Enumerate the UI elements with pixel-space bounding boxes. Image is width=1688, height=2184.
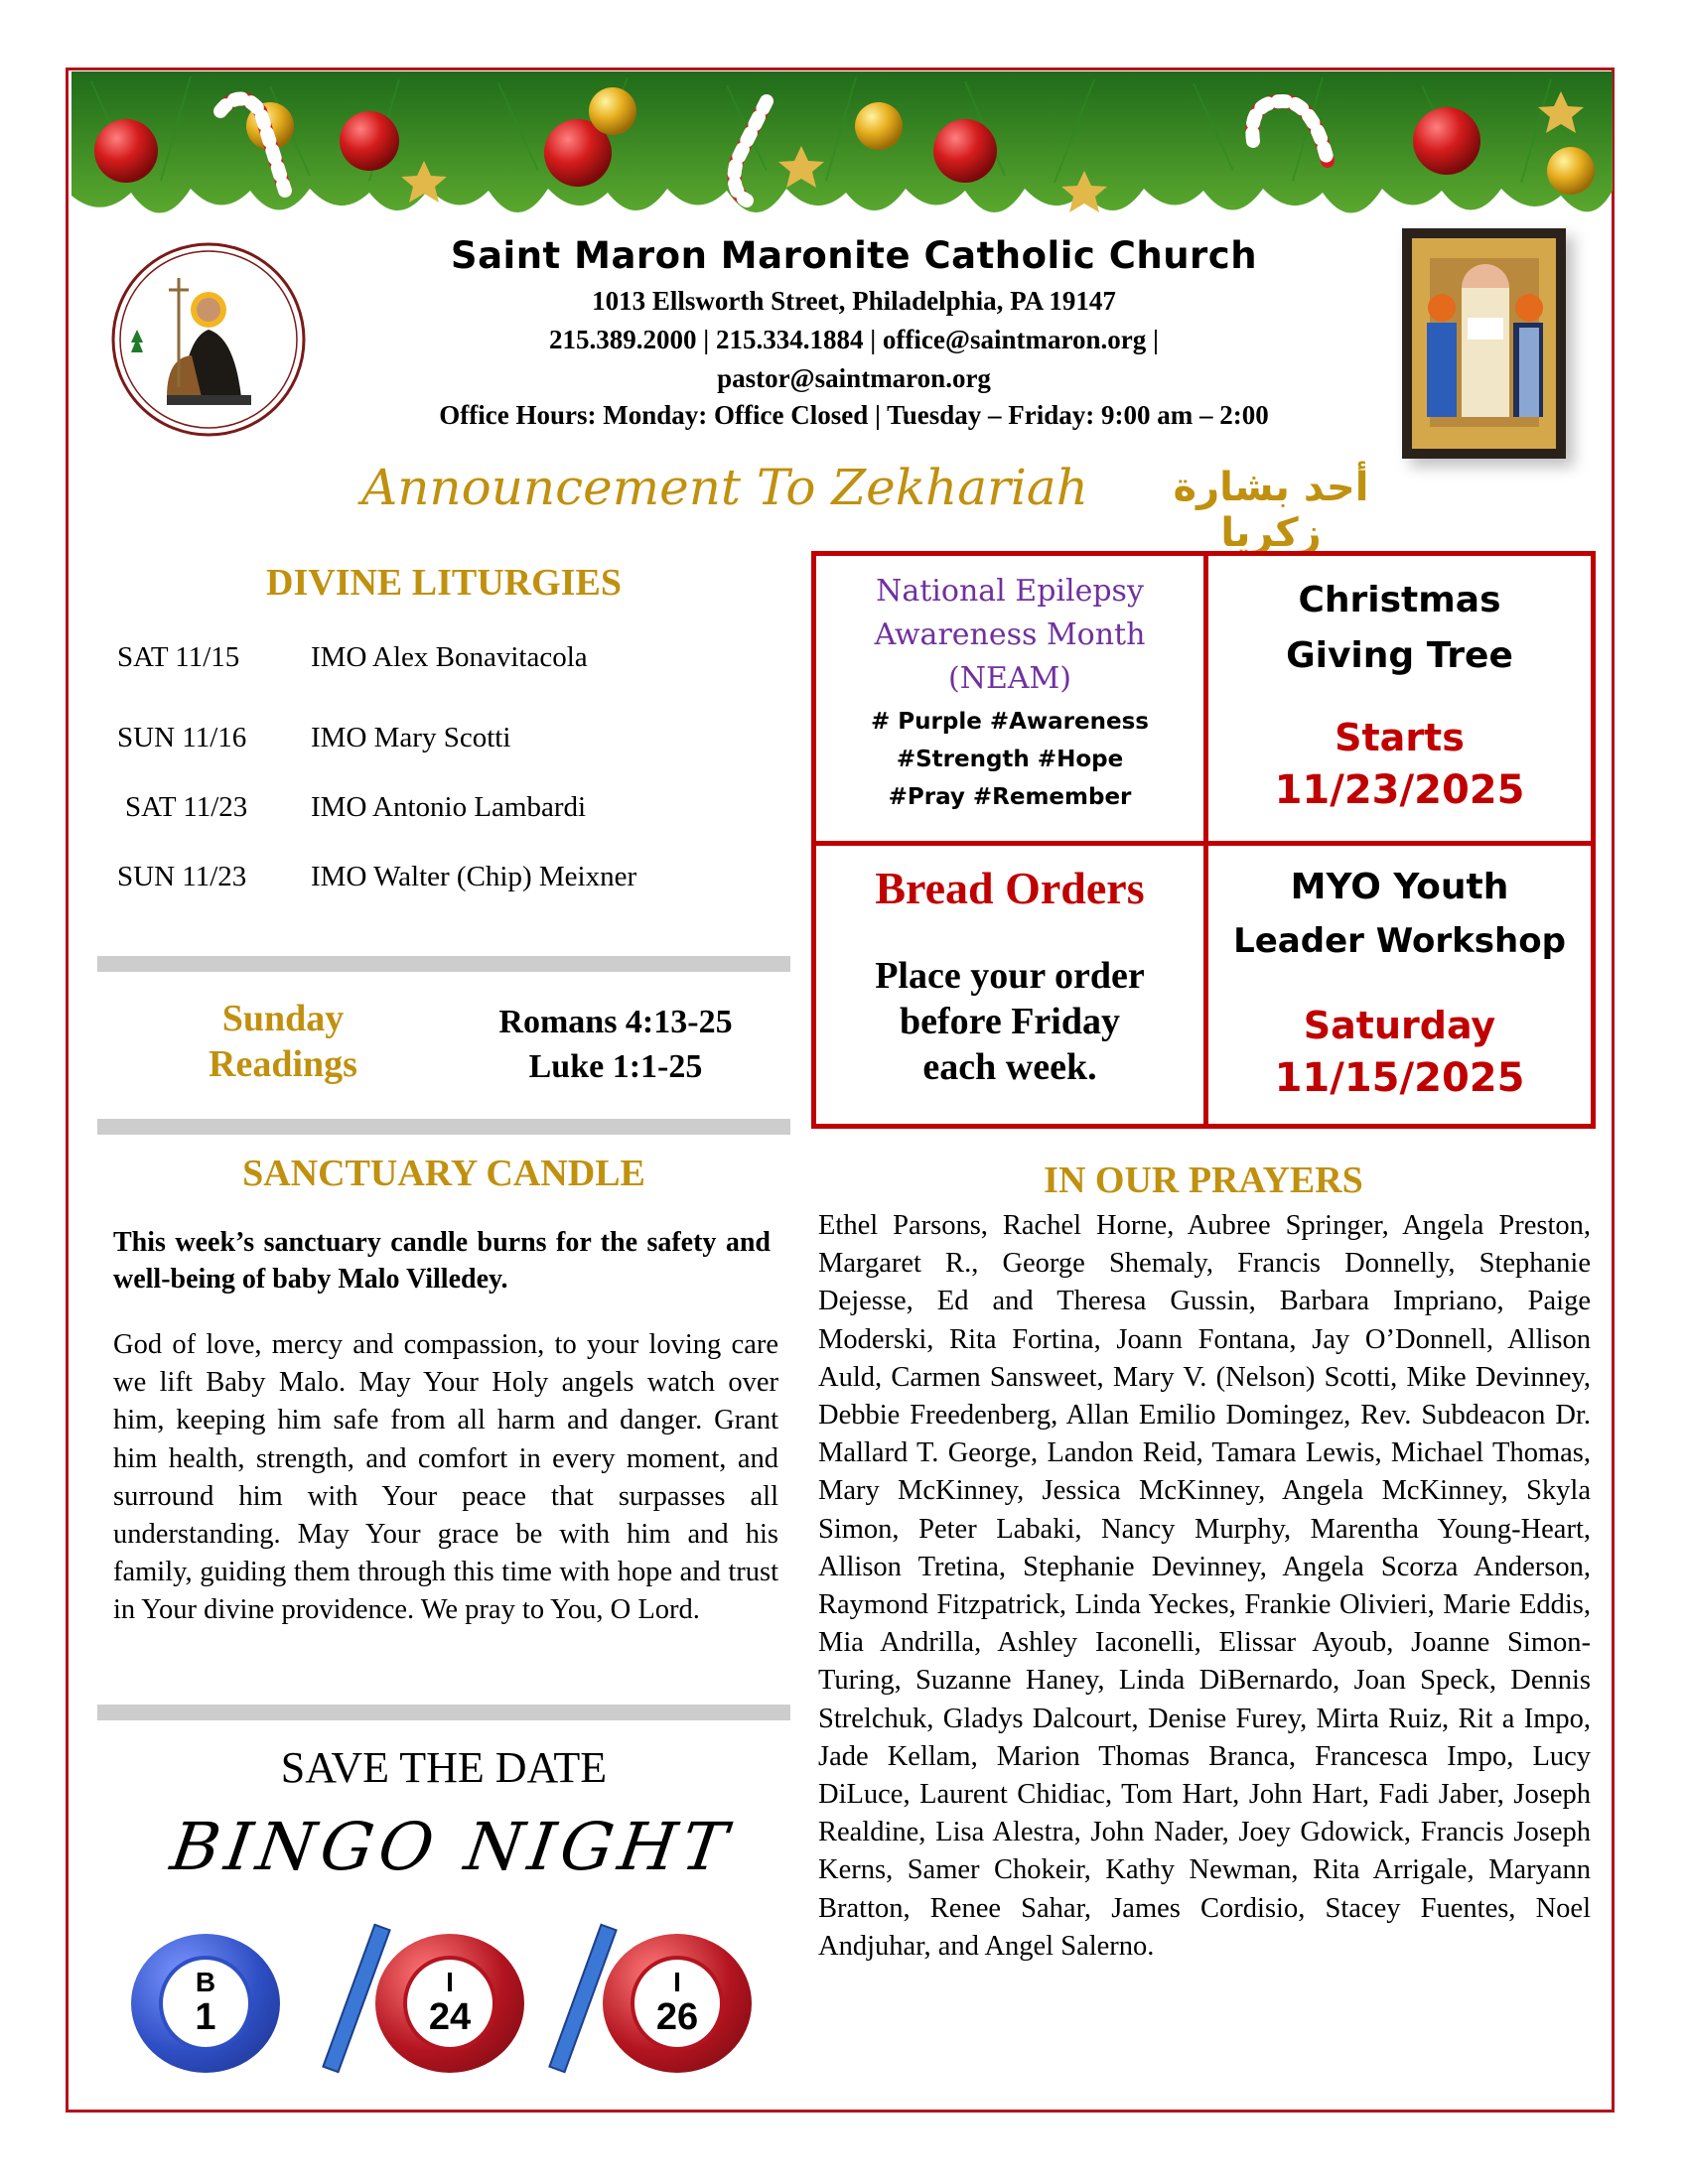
liturgy-intention: IMO Antonio Lambardi (311, 791, 587, 823)
bingo-night-title: BINGO NIGHT (166, 1809, 738, 1885)
bingo-balls (119, 1926, 794, 2075)
bingo-ball-i24 (375, 1934, 524, 2073)
sunday-readings-label-line2: Readings (209, 1043, 357, 1085)
giving-tree-title-1: Christmas (1298, 580, 1501, 620)
feast-title-english: Announcement To Zekhariah (361, 459, 1088, 516)
zechariah-icon (1402, 228, 1566, 459)
bread-orders-box (816, 846, 1203, 1124)
annunciation-icon-image (1402, 228, 1566, 459)
section-divider (97, 1705, 790, 1720)
ball-letter: I (446, 1967, 454, 1997)
reading-gospel: Luke 1:1-25 (528, 1048, 703, 1085)
reading-epistle: Romans 4:13-25 (498, 1004, 733, 1040)
ball-number: 24 (428, 1996, 472, 2038)
church-address: 1013 Ellsworth Street, Philadelphia, PA 19147 (592, 286, 1116, 316)
liturgy-row (117, 641, 588, 674)
liturgy-row (125, 791, 586, 824)
bread-orders-line-1: Place your order (875, 955, 1145, 997)
section-divider (97, 1119, 790, 1135)
office-hours: Office Hours: Monday: Office Closed | Tuesday – Friday: 9:00 am – 2:00 (439, 400, 1269, 430)
bingo-ball-b1 (131, 1934, 280, 2073)
giving-tree-box (1208, 556, 1591, 841)
church-logo (107, 238, 311, 442)
youth-workshop-title-2: Leader Workshop (1233, 921, 1566, 961)
pastor-email[interactable]: pastor@saintmaron.org (717, 363, 991, 393)
section-divider (97, 956, 790, 972)
ball-letter: B (195, 1967, 216, 1997)
youth-workshop-day: Saturday (1303, 1004, 1496, 1047)
garland-image (71, 71, 1613, 235)
ball-number: 26 (655, 1996, 699, 2038)
giving-tree-starts: Starts (1335, 716, 1465, 759)
candle-prayer: God of love, mercy and compassion, to your loving care we lift Baby Malo. May Your Holy angels watch over him, keeping him safe from all harm and danger. Grant him health, strength, and comfort in every moment, and surround him with Your peace that surpasses all understanding. May Your grace be with him and his family, guiding them through this time with hope and trust in Your divine providence. We pray to You, O Lord. (113, 1329, 778, 1626)
epilepsy-tags-1: # Purple #Awareness (871, 709, 1149, 735)
contact-line[interactable]: 215.389.2000 | 215.334.1884 | office@saintmaron.org | (549, 325, 1159, 354)
giving-tree-title-2: Giving Tree (1286, 635, 1513, 676)
save-the-date-heading: SAVE THE DATE (280, 1743, 608, 1792)
bingo-ball-i26 (603, 1934, 752, 2073)
prayer-names-list: Ethel Parsons, Rachel Horne, Aubree Springer, Angela Preston, Margaret R., George Shemaly, Francis Donnelly, Stephanie Dejesse, Ed and Theresa Gussin, Barbara Impriano, Paige Moderski, Rita Fortina, Joann Fontana, Jay O’Donnell, Allison Auld, Carmen Sansweet, Mary V. (Nelson) Scotti, Mike Devinney, Debbie Freedenberg, Allan Emilio Domingez, Rev. Subdeacon Dr. Mallard T. George, Landon Reid, Tamara Lewis, Michael Thomas, Mary McKinney, Jessica McKinney, Angela McKinney, Skyla Simon, Peter Labaki, Nancy Murphy, Marentha Young-Heart, Allison Tretina, Stephanie Devinney, Angela Scorza Anderson, Raymond Fitzpatrick, Linda Yeckes, Frankie Olivieri, Marie Eddis, Mia Andrilla, Ashley Iaconelli, Elissar Ayoub, Joanne Simon-Turing, Suzanne Haney, Linda DiBernardo, Joan Speck, Dennis Strelchuk, Gladys Dalcourt, Denise Furey, Mirta Ruiz, Rit a Impo, Jade Kellam, Marion Thomas Branca, Francesca Impo, Lucy DiLuce, Laurent Chidiac, Tom Hart, John Hart, Fadi Jaber, Joseph Realdine, Lisa Alestra, John Nader, Joey Gdowick, Francis Joseph Kerns, Samer Chokeir, Kathy Newman, Rita Arrigale, Maryann Bratton, Renee Sahar, James Cordisio, Stacey Fuentes, Noel Andjuhar, and Angel Salerno. (818, 1210, 1591, 1962)
epilepsy-awareness-box (816, 556, 1203, 841)
saint-maron-seal (107, 238, 311, 442)
christmas-garland-banner (71, 71, 1613, 235)
candle-dedication: This week’s sanctuary candle burns for the safety and well-being of baby Malo Villedey. (113, 1227, 771, 1295)
bread-orders-line-2: before Friday (900, 1001, 1120, 1042)
epilepsy-title-3: (NEAM) (948, 661, 1071, 696)
liturgy-intention: IMO Alex Bonavitacola (311, 641, 588, 673)
bread-orders-title: Bread Orders (875, 863, 1145, 913)
prayers-heading: IN OUR PRAYERS (1044, 1160, 1363, 1201)
bread-orders-line-3: each week. (922, 1046, 1097, 1088)
youth-workshop-date: 11/15/2025 (1274, 1055, 1525, 1101)
liturgy-intention: IMO Mary Scotti (311, 722, 511, 753)
liturgy-intention: IMO Walter (Chip) Meixner (311, 861, 637, 892)
ball-number: 1 (195, 1996, 216, 2038)
church-name: Saint Maron Maronite Catholic Church (450, 234, 1258, 277)
liturgy-date: SUN 11/16 (117, 722, 247, 753)
sanctuary-candle-heading: SANCTUARY CANDLE (242, 1153, 645, 1194)
liturgy-row (117, 861, 636, 893)
ball-letter: I (673, 1967, 681, 1997)
epilepsy-tags-3: #Pray #Remember (888, 784, 1132, 810)
liturgy-row (117, 722, 510, 754)
liturgy-date: SAT 11/15 (117, 641, 240, 673)
epilepsy-tags-2: #Strength #Hope (896, 747, 1124, 772)
sunday-readings-label (159, 996, 407, 1087)
sunday-readings-list (457, 1000, 774, 1089)
youth-workshop-title-1: MYO Youth (1290, 867, 1509, 907)
giving-tree-date: 11/23/2025 (1274, 767, 1525, 813)
liturgy-date: SAT 11/23 (125, 791, 248, 823)
liturgy-date: SUN 11/23 (117, 861, 247, 892)
sunday-readings-label-line1: Sunday (221, 998, 345, 1039)
divine-liturgies-heading: DIVINE LITURGIES (266, 562, 622, 604)
epilepsy-title-1: National Epilepsy (876, 574, 1144, 609)
announcements-grid (811, 551, 1596, 1129)
epilepsy-title-2: Awareness Month (874, 617, 1146, 652)
feast-title-arabic: أحد بشارة زكريا (1173, 465, 1369, 556)
youth-workshop-box (1208, 846, 1591, 1124)
